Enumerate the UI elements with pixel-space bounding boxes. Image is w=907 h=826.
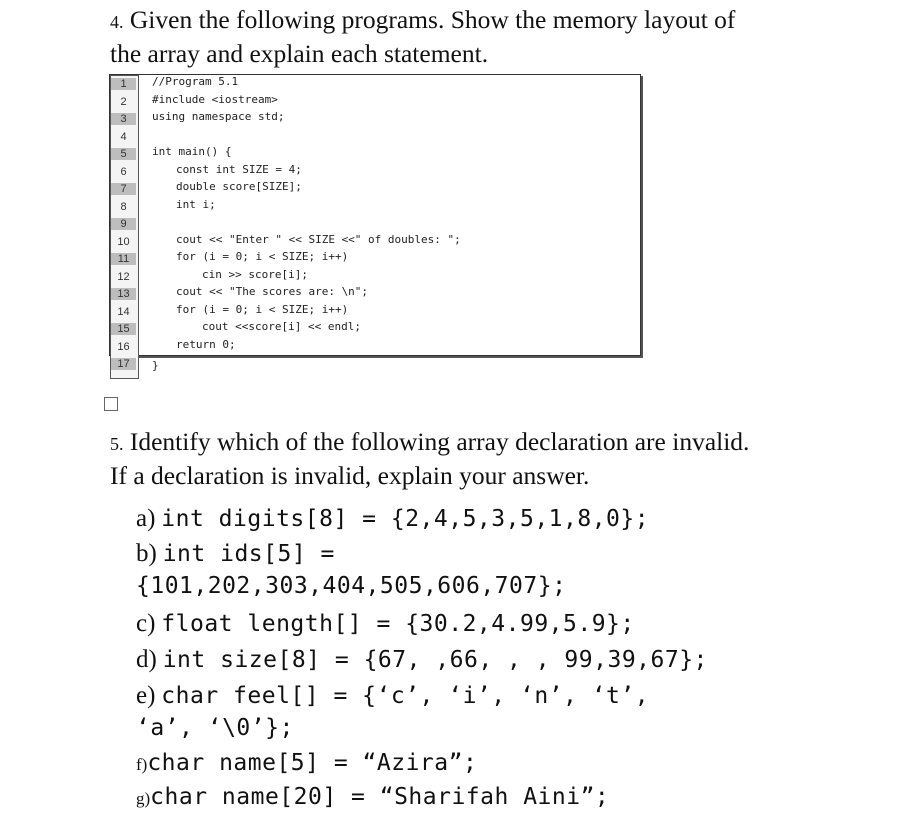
declaration-code: ‘a’, ‘\0’}; [136,715,294,741]
code-line: double score[SIZE]; [176,180,302,193]
declaration-code: int ids[5] = [162,541,335,567]
code-line: int i; [176,198,216,211]
item-label: f) [136,755,148,774]
line-number: 16 [117,341,130,353]
line-number: 13 [111,288,136,300]
line-number: 4 [120,131,127,143]
question-4-line-2: the array and explain each statement. [110,39,489,68]
line-number: 11 [111,253,136,265]
item-label: c) [136,610,156,637]
line-number: 15 [111,323,136,335]
item-label: a) [136,505,156,532]
declaration-code: char name[5] = “Azira”; [147,750,478,776]
item-label: e) [136,682,156,709]
line-number: 7 [111,183,136,195]
declaration-code: int digits[8] = {2,4,5,3,5,1,8,0}; [161,506,650,532]
code-line: const int SIZE = 4; [176,163,302,176]
line-number: 14 [117,306,130,318]
declaration-code: char feel[] = {‘c’, ‘i’, ‘n’, ‘t’, [161,683,650,709]
code-line: cout << "The scores are: \n"; [176,285,369,298]
checkbox[interactable] [104,397,118,411]
question-4-heading [110,4,870,70]
code-line: //Program 5.1 [152,75,239,88]
code-line: int main() { [152,145,232,158]
declaration-a [136,505,649,533]
line-number: 5 [111,148,136,160]
declaration-code: int size[8] = {67, ,66, , , 99,39,67}; [162,647,708,673]
question-5-text: Identify which of the following array declaration are invalid. [129,427,750,456]
declaration-b-continued [136,573,566,600]
line-number: 3 [111,113,136,125]
code-line: #include <iostream> [152,93,278,106]
line-number: 10 [117,236,130,248]
declaration-code: char name[20] = “Sharifah Aini”; [150,784,610,810]
line-number: 8 [120,201,127,213]
declaration-g [136,784,609,811]
declaration-f [136,750,477,777]
code-line: return 0; [176,338,236,351]
item-label: d) [136,646,157,673]
question-4-number: 4. [110,12,124,32]
line-number: 17 [111,358,136,370]
line-number: 1 [111,78,136,90]
code-line: for (i = 0; i < SIZE; i++) [176,303,349,316]
declaration-code: float length[] = {30.2,4.99,5.9}; [161,611,635,637]
question-5-line-2: If a declaration is invalid, explain your answer. [110,461,590,490]
declaration-c [136,610,635,638]
line-number: 9 [111,218,136,230]
line-number: 2 [120,96,127,108]
line-number: 12 [117,271,130,283]
code-line: using namespace std; [152,110,285,123]
declaration-code: {101,202,303,404,505,606,707}; [136,573,567,599]
code-line: } [152,359,159,372]
declaration-d [136,646,708,674]
line-number-gutter [110,75,139,379]
question-5-heading [110,426,870,492]
question-4-line-1 [110,4,870,38]
code-line: cout << "Enter " << SIZE <<" of doubles: "; [176,233,461,246]
code-line: cout <<score[i] << endl; [202,320,361,333]
declaration-e-continued [136,715,294,742]
question-5-line-1 [110,426,870,460]
code-line: for (i = 0; i < SIZE; i++) [176,250,349,263]
question-5-number: 5. [110,434,124,454]
code-line: cin >> score[i]; [202,268,308,281]
item-label: b) [136,540,157,567]
declaration-e [136,682,649,710]
code-listing [109,74,641,372]
question-4-text: Given the following programs. Show the memory layout of [129,5,736,34]
item-label: g) [136,789,151,808]
line-number: 6 [120,166,127,178]
declaration-b [136,540,335,568]
